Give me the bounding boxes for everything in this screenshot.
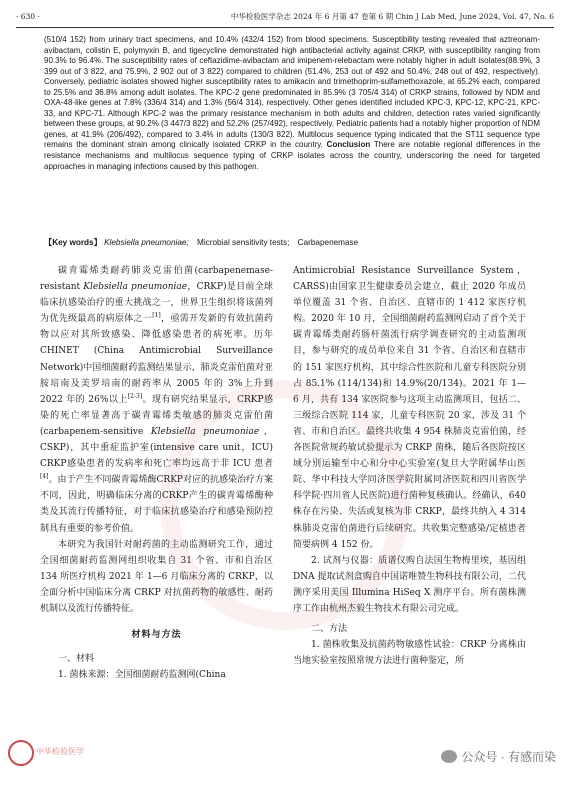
journal-logo-mark: 中华检验医学 xyxy=(36,747,84,756)
wechat-icon xyxy=(441,750,457,763)
carss-paragraph: Antimicrobial Resistance Surveillance System，CARSS)由国家卫生健康委员会建立，截止 2020 年成员单位覆盖 31 个省、自治区、直辖市的 1 412 家医疗机构。2020 年 10 月，全国细菌耐药监测网启动了首个关于碳青霉烯类耐药肠杆菌流行病学调查研究的主动监测项目，参与研究的成员单位来自 31 个省、自治区和直辖市的 151 家医疗机构，其中综合性医院和儿童专科医院分别占 85.1% (114/134)和 14.9%(20/134)。2021 年 1—6 月，共有 134 家医院参与这项主动监测项目，包括二、三级综合医院 114 家，儿童专科医院 20 家，涉及 31 个省、市和自治区。最终共收集 4 954 株肺炎克雷伯菌，经各医院常规药敏试验提示为 CRKP 菌株，随后各医院按区域分别运输至中心和分中心实验室(复旦大学附属华山医院、华中科技大学同济医学院附属同济医院和四川省医学科学院·四川省人民医院)进行菌种复核确认。经确认，640 株存在污染、失活或复核为非 CRKP，最终共纳入 4 314 株肺炎克雷伯菌进行后续研究。共收集完整感染/定植患者简要病例 4 152 份。 xyxy=(293,266,526,550)
keyword-1: Klebsiella pneumoniae; xyxy=(104,238,189,247)
abstract-results-text: (510/4 152) from urinary tract specimens, and 10.4% (432/4 152) from blood specimens. Susceptibility testing revealed that aztreonam-avibactam, colistin E, polymyxin B, and tigecycline demonstrated high antibacterial activity against CRKP, with susceptibility ranging from 90.3% to 96.4%. The susceptibility rates of ceftazidime-avibactam and imipenem-relebactam were notably higher in adult isolates(88.9%, 3 399 out of 3 822, and 75.9%, 2 902 out of 3 822) compared to children (51.4%, 253 out of 492 and 50.4%, 248 out of 492, respectively). Conversely, pediatric isolates showed higher susceptibility rates to amikacin and trimethoprim-sulfamethoxazole, at 65.2% each, compared to 25.5% and 36.8% among adult isolates. The KPC-2 gene predominated in 85.9% (3 705/4 314) of CRKP strains, followed by NDM and OXA-48-like genes at 7.8% (336/4 314) and 1.3% (56/4 314), respectively. Other genes identified included KPC-3, KPC-12, KPC-21, KPC-33, and KPC-71. Although KPC-2 was the primary resistance mechanism in both adults and children, detection rates varied significantly between these groups, at 90.2% (3 447/3 822) and 52.2% (257/492), respectively. Pediatric patients had a notably higher proportion of NDM genes, at 41.9% (206/492), compared to 3.4% in adults (130/3 822). Multilocus sequence typing indicated that the ST11 sequence type remains the dominant strain among clinically isolated CRKP in the country. xyxy=(44,35,540,150)
section-title-methods: 材料与方法 xyxy=(131,630,182,641)
english-abstract xyxy=(44,35,540,172)
strain-source-paragraph: 1. 菌株来源：全国细菌耐药监测网(China xyxy=(58,670,226,681)
page-number: · 630 · xyxy=(16,12,40,21)
journal-logo-icon xyxy=(8,740,34,766)
keywords-line xyxy=(44,237,544,249)
keywords-label: 【Key words】 xyxy=(44,238,102,247)
journal-citation: 中华检验医学杂志 2024 年 6 月第 47 卷第 6 期 Chin J Lab Med, June 2024, Vol. 47, No. 6 xyxy=(230,12,554,21)
intro-paragraph-1: 碳青霉烯类耐药肺炎克雷伯菌(carbapenemase-resistant Klebsiella pneumoniae，CRKP)是目前全球临床抗感染治疗的重大挑战之一，世界卫生组织将该菌列为优先级最高的病原体之一[1]，亟需开发新的有效抗菌药物以应对其所致感染、降低感染患者的病死率。历年 CHINET (China Antimicrobial Surveillance Network)中国细菌耐药监测结果显示，肺炎克雷伯菌对亚胺培南及美罗培南的耐药率从 2005 年的 3%上升到 2022 年的 26%以上[2-3]。现有研究结果显示，CRKP感染的死亡率显著高于碳青霉烯类敏感的肺炎克雷伯菌(carbapenem-sensitive Klebsiella pneumoniae，CSKP)，其中重症监护室(intensive care unit，ICU) CRKP感染患者的发病率和死亡率均远高于非 ICU 患者[4]。由于产生不同碳青霉烯酶CRKP对应的抗感染治疗方案不同，因此，明确临床分离的CRKP产生的碳青霉烯酶种类及其流行传播特征，对于临床抗感染治疗和感染预防控制具有重要的参考价值。 xyxy=(40,266,273,534)
citation-ref: [2-3] xyxy=(127,392,143,400)
subsection-materials: 一、材料 xyxy=(58,654,95,665)
running-header xyxy=(16,10,554,24)
conclusion-text: There are notable regional differences in the resistance mechanisms and multilocus sequence typing of CRKP isolates across the country, underscoring the need for targeted approaches in managing infections caused by this pathogen. xyxy=(44,140,541,171)
keyword-2: Microbial sensitivity tests; xyxy=(197,238,290,247)
wechat-account-stamp xyxy=(441,748,556,765)
intro-paragraph-2: 本研究为我国针对耐药菌的主动监测研究工作，通过全国细菌耐药监测网组织收集自 31 个省、市和自治区 134 所医疗机构 2021 年 1—6 月临床分离的 CRKP，以全面分析中国临床分离 CRKP 对抗菌药物的敏感性、耐药机制以及流行传播特征。 xyxy=(40,539,273,614)
citation-ref: [1] xyxy=(152,312,161,320)
header-rule xyxy=(16,27,554,28)
reagents-paragraph: 2. 试剂与仪器：质谱仪购自法国生物梅里埃，基因组 DNA 提取试剂盒购自中国诺唯赞生物科技有限公司，二代测序采用美国 Illumina HiSeq X 测序平台。所有菌株测序工作由杭州杰毅生物技术有限公司完成。 xyxy=(293,555,526,614)
left-column xyxy=(40,263,273,683)
keyword-3: Carbapenemase xyxy=(297,238,359,247)
citation-ref: [4] xyxy=(40,473,49,481)
subsection-methods: 二、方法 xyxy=(311,624,348,635)
susceptibility-paragraph: 1. 菌株收集及抗菌药物敏感性试验：CRKP 分离株由当地实验室按照常规方法进行菌种鉴定，所 xyxy=(293,640,526,667)
account-name: 公众号 · 有感而染 xyxy=(461,750,556,764)
right-column xyxy=(293,263,526,669)
conclusion-label: Conclusion xyxy=(326,140,371,150)
